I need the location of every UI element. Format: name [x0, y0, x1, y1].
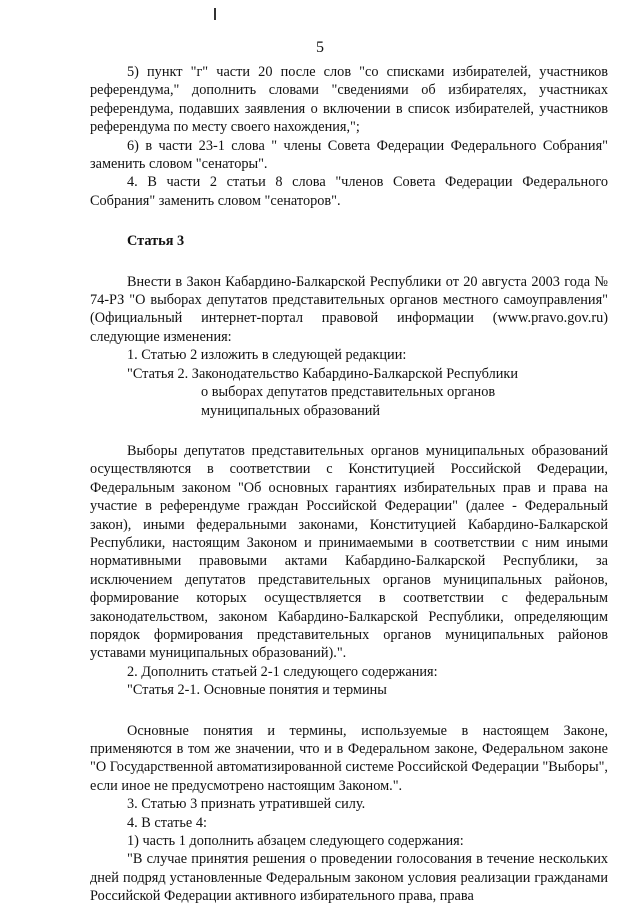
paragraph: 4. В части 2 статьи 8 слова "членов Совета Федерации Федерального Собрания" заменить словом "сенаторов".: [90, 174, 608, 209]
paragraph: 5) пункт "г" части 20 после слов "со списками избирателей, участников референдума," дополнить словами "сведениями об избирателях, участниках референдума, подавших заявления о включении в список избирателей, участников референдума по месту своего нахождения,";: [90, 64, 608, 136]
paragraph: 6) в части 23-1 слова " члены Совета Федерации Федерального Собрания" заменить словом "сенаторы".: [90, 137, 608, 173]
paragraph: 3. Статью 3 признать утратившей силу.: [127, 796, 366, 813]
paragraph: Основные понятия и термины, используемые в настоящем Законе, применяются в том же значении, что и в Федеральном законе, Федеральном законе "О Государственной автоматизированной системе Российской Федерации "Выборы", если иное не предусмотрено настоящим Законом.".: [90, 722, 608, 794]
paragraph: Выборы депутатов представительных органов муниципальных образований осуществляются в соответствии с Конституцией Российской Федерации, Федеральным законом "Об основных гарантиях избирательных прав и права на участие в референдуме граждан Российской Федерации" (далее - Федеральный закон), иными федеральными законами, Конституцией Кабардино-Балкарской Республики, настоящим Законом и принимаемыми в соответствии с ним иными нормативными правовыми актами Кабардино-Балкарской Республики, за исключением депутатов представительных органов муниципальных районов, формирование которых осуществляется в соответствии с федеральным законодательством, законом Кабардино-Балкарской Республики, определяющим порядок формирования представительных органов муниципальных районов уставами муниципальных образований).".: [90, 442, 608, 662]
paragraph: "В случае принятия решения о проведении голосования в течение нескольких дней подряд установленные Федеральным законом условия реализации гражданами Российской Федерации активного избирательного права, права: [90, 851, 608, 905]
paragraph: Внести в Закон Кабардино-Балкарской Республики от 20 августа 2003 года № 74-РЗ "О выборах депутатов представительных органов местного самоуправления" (Официальный интернет-портал правовой информации (www.pravo.gov.ru) следующие изменения:: [90, 273, 608, 345]
spacer: [90, 420, 608, 442]
spacer: [90, 251, 608, 273]
article-title-line: о выборах депутатов представительных органов: [201, 384, 496, 401]
article-title-line: "Статья 2. Законодательство Кабардино-Балкарской Республики: [127, 365, 518, 382]
scan-mark: [214, 8, 216, 20]
paragraph: 1. Статью 2 изложить в следующей редакции:: [127, 347, 407, 364]
paragraph: 1) часть 1 дополнить абзацем следующего содержания:: [127, 833, 464, 850]
paragraph: 4. В статье 4:: [127, 814, 207, 831]
spacer: [90, 210, 608, 232]
article-title-line: "Статья 2-1. Основные понятия и термины: [127, 682, 387, 699]
document-body: [90, 63, 608, 906]
page-number: 5: [316, 39, 324, 56]
article-heading: Статья 3: [127, 233, 185, 250]
paragraph: 2. Дополнить статьей 2-1 следующего содержания:: [127, 663, 438, 680]
spacer: [90, 700, 608, 722]
article-title-line: муниципальных образований: [201, 402, 381, 419]
